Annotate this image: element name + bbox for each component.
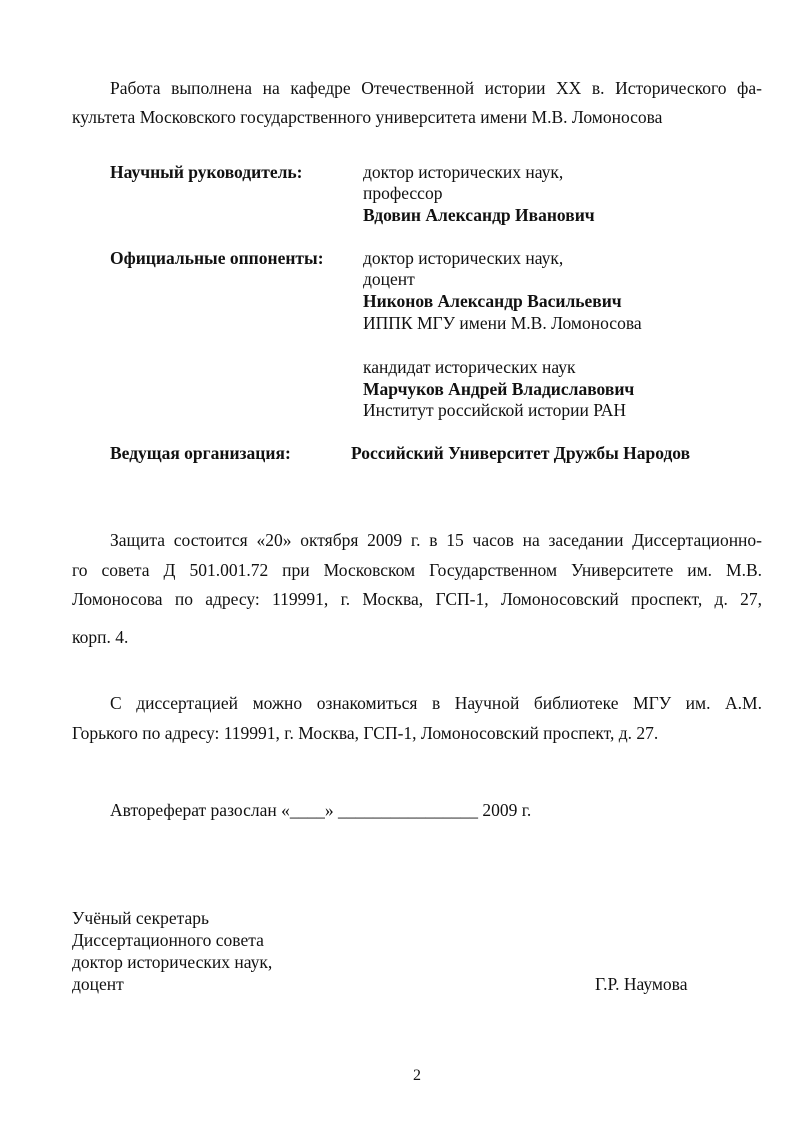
page-number: 2 [413, 1067, 421, 1084]
opponent-2-org: Институт российской истории РАН [363, 400, 626, 420]
secretary-line-4: доцент [72, 974, 124, 994]
library-line-2: Горького по адресу: 119991, г. Москва, ГСП-1, Ломоносовский проспект, д. 27. [72, 723, 659, 743]
intro-line-1: Работа выполнена на кафедре Отечественной истории XX в. Исторического фа- [110, 78, 762, 98]
defense-line-2: го совета Д 501.001.72 при Московском Государственном Университете им. М.В. [72, 560, 762, 580]
defense-line-3: Ломоносова по адресу: 119991, г. Москва, ГСП-1, Ломоносовский проспект, д. 27, [72, 589, 762, 609]
intro-line-2: культета Московского государственного университета имени М.В. Ломоносова [72, 107, 663, 127]
secretary-name: Г.Р. Наумова [595, 974, 688, 994]
leading-org-label: Ведущая организация: [110, 443, 291, 463]
opponents-label: Официальные оппоненты: [110, 248, 324, 268]
supervisor-title: профессор [363, 183, 443, 203]
supervisor-degree: доктор исторических наук, [363, 162, 564, 182]
opponent-1-name: Никонов Александр Васильевич [363, 291, 622, 311]
opponent-2-degree: кандидат исторических наук [363, 357, 576, 377]
library-line-1: С диссертацией можно ознакомиться в Научной библиотеке МГУ им. А.М. [110, 693, 762, 713]
opponent-1-degree: доктор исторических наук, [363, 248, 564, 268]
defense-line-1: Защита состоится «20» октября 2009 г. в 15 часов на заседании Диссертационно- [110, 530, 762, 550]
secretary-line-3: доктор исторических наук, [72, 952, 273, 972]
supervisor-name: Вдовин Александр Иванович [363, 205, 595, 225]
opponent-2-name: Марчуков Андрей Владиславович [363, 379, 635, 399]
opponent-1-title: доцент [363, 269, 415, 289]
leading-org-value: Российский Университет Дружбы Народов [351, 443, 691, 463]
defense-line-4: корп. 4. [72, 627, 129, 647]
supervisor-label: Научный руководитель: [110, 162, 303, 182]
opponent-1-org: ИППК МГУ имени М.В. Ломоносова [363, 313, 642, 333]
secretary-line-1: Учёный секретарь [72, 908, 209, 928]
secretary-line-2: Диссертационного совета [72, 930, 264, 950]
sent-date-line: Автореферат разослан «____» ________________ 2009 г. [110, 800, 532, 820]
